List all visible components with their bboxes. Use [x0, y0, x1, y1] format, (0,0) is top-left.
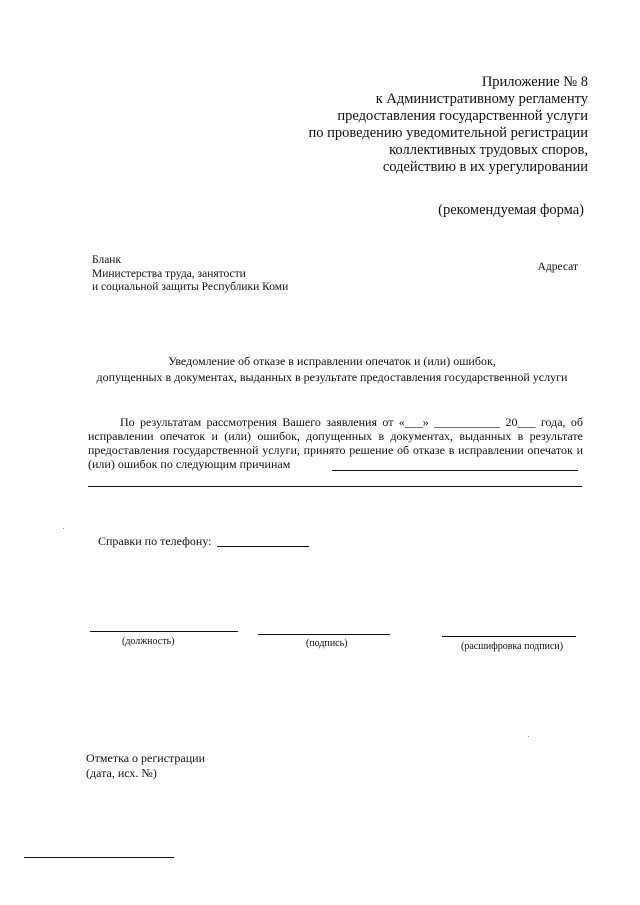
notice-body — [88, 415, 583, 471]
signature-decoding-caption: (расшифровка подписи) — [461, 641, 564, 652]
signature-fill-line[interactable] — [258, 634, 390, 635]
notice-title — [62, 353, 602, 385]
scan-speck — [528, 736, 529, 737]
notice-title-line-2: допущенных в документах, выданных в результате предоставления государственной услуги — [96, 370, 568, 384]
appendix-header — [308, 74, 588, 176]
header-line-3: предоставления государственной услуги — [337, 108, 588, 124]
signature-caption: (подпись) — [306, 638, 348, 649]
signature-decoding-fill-line[interactable] — [442, 636, 576, 637]
header-line-6: содействию в их урегулировании — [382, 159, 588, 175]
phone-inquiry-label: Справки по телефону: — [98, 534, 212, 548]
phone-fill-line[interactable] — [217, 546, 309, 547]
recommended-form-note: (рекомендуемая форма) — [438, 202, 584, 218]
position-caption: (должность) — [122, 636, 175, 647]
header-line-5: коллективных трудовых споров, — [389, 142, 588, 158]
header-line-2: к Административному регламенту — [375, 91, 588, 107]
header-line-1: Приложение № 8 — [481, 74, 588, 90]
registration-mark-line-1: Отметка о регистрации — [86, 751, 206, 765]
letterhead-line-3: и социальной защиты Республики Коми — [92, 281, 289, 293]
notice-title-line-1: Уведомление об отказе в исправлении опечаток и (или) ошибок, — [168, 354, 496, 368]
addressee-label: Адресат — [537, 261, 578, 273]
scan-speck — [63, 528, 64, 529]
registration-mark-line-2: (дата, исх. №) — [86, 766, 157, 780]
notice-body-text: По результатам рассмотрения Вашего заявления от «___» ___________ 20___ года, об исправлении опечаток и (или) ошибок, допущенных в документах, выданных в результате предоставления государственной услуги, принято решение об отказе в исправлении опечаток и (или) ошибок по следующим причинам — [88, 415, 583, 471]
header-line-4: по проведению уведомительной регистрации — [308, 125, 588, 141]
letterhead-line-2: Министерства труда, занятости — [92, 267, 246, 280]
footnote-separator — [24, 857, 174, 858]
ministry-letterhead — [92, 254, 288, 295]
phone-inquiry-row — [98, 534, 212, 549]
reason-fill-line-2[interactable] — [88, 486, 582, 487]
position-fill-line[interactable] — [90, 631, 238, 632]
registration-mark — [86, 751, 205, 781]
reason-fill-line-1[interactable] — [332, 470, 578, 471]
letterhead-line-1: Бланк — [92, 254, 122, 266]
